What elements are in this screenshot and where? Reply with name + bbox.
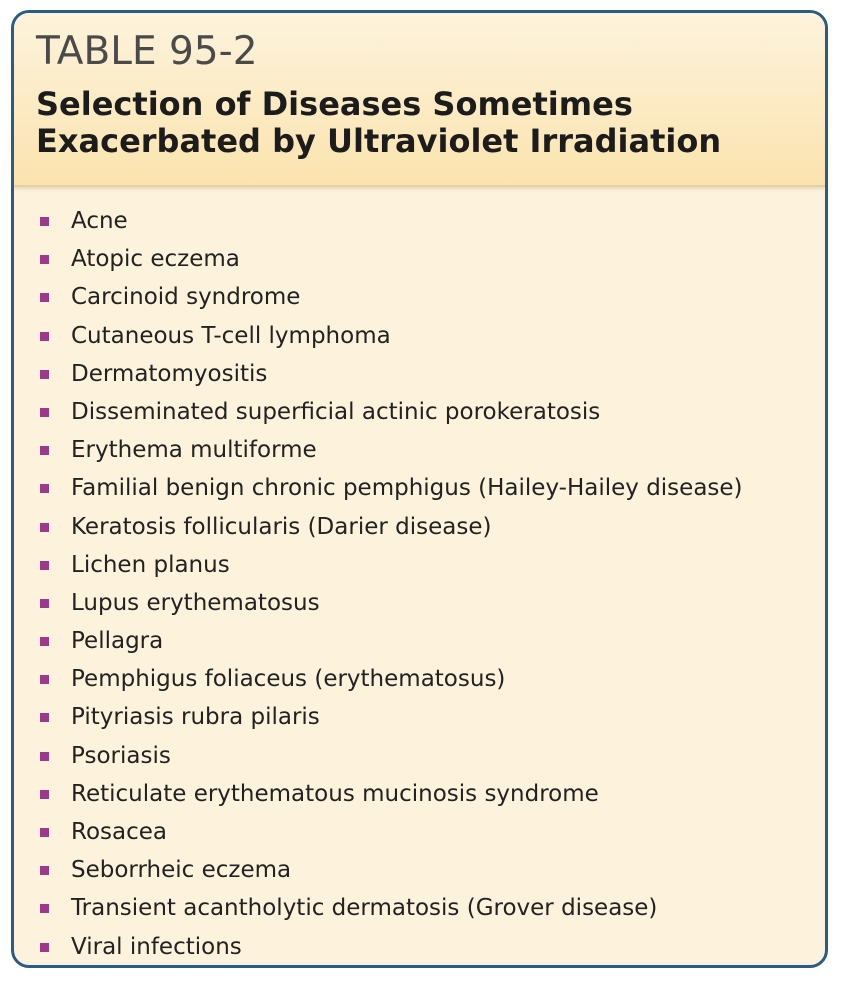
square-bullet-icon [40, 790, 49, 799]
list-item-label: Seborrheic eczema [71, 857, 292, 884]
list-item-label: Carcinoid syndrome [71, 284, 301, 311]
list-item [14, 584, 743, 622]
square-bullet-icon [40, 713, 49, 722]
square-bullet-icon [40, 561, 49, 570]
square-bullet-icon [40, 484, 49, 493]
list-item [14, 202, 743, 240]
list-item [14, 737, 743, 775]
square-bullet-icon [40, 866, 49, 875]
table-box [11, 10, 828, 968]
list-item-label: Rosacea [71, 819, 167, 845]
list-item-label: Lichen planus [71, 551, 230, 578]
square-bullet-icon [40, 217, 49, 226]
square-bullet-icon [40, 599, 49, 608]
list-item [14, 660, 743, 698]
square-bullet-icon [40, 752, 49, 761]
square-bullet-icon [40, 828, 49, 837]
square-bullet-icon [40, 943, 49, 952]
list-item [14, 546, 743, 584]
list-item-label: Keratosis follicularis (Darier disease) [71, 513, 492, 540]
list-item [14, 355, 743, 393]
square-bullet-icon [40, 408, 49, 417]
list-item-label: Viral infections [71, 933, 242, 960]
list-item [14, 622, 743, 660]
list-item [14, 431, 743, 469]
table-title: Selection of Diseases Sometimes Exacerbated by Ultraviolet Irradiation [36, 85, 722, 160]
square-bullet-icon [40, 637, 49, 646]
list-item-label: Familial benign chronic pemphigus (Hailey-Hailey disease) [71, 475, 743, 502]
list-item [14, 775, 743, 813]
list-item [14, 393, 743, 431]
square-bullet-icon [40, 523, 49, 532]
list-item-label: Pemphigus foliaceus (erythematosus) [71, 666, 506, 693]
list-item [14, 469, 743, 507]
list-item [14, 851, 743, 889]
list-item [14, 889, 743, 927]
list-item-label: Dermatomyositis [71, 360, 268, 387]
list-item-label: Erythema multiforme [71, 437, 317, 464]
list-item-label: Pellagra [71, 628, 164, 655]
table-number: TABLE 95-2 [36, 29, 258, 74]
square-bullet-icon [40, 675, 49, 684]
list-item [14, 813, 743, 851]
list-item-label: Psoriasis [71, 742, 171, 769]
list-item-label: Cutaneous T-cell lymphoma [71, 322, 391, 349]
square-bullet-icon [40, 293, 49, 302]
list-item [14, 240, 743, 278]
list-item [14, 698, 743, 736]
list-item-label: Reticulate erythematous mucinosis syndrome [71, 780, 599, 807]
square-bullet-icon [40, 370, 49, 379]
list-item-label: Acne [71, 208, 128, 234]
list-item [14, 508, 743, 546]
list-item [14, 317, 743, 355]
list-item [14, 278, 743, 316]
list-item-label: Transient acantholytic dermatosis (Grover disease) [71, 895, 658, 922]
square-bullet-icon [40, 446, 49, 455]
square-bullet-icon [40, 332, 49, 341]
list-item-label: Lupus erythematosus [71, 589, 320, 616]
list-item [14, 928, 743, 966]
list-item-label: Atopic eczema [71, 246, 240, 273]
disease-list [14, 202, 743, 966]
list-item-label: Pityriasis rubra pilaris [71, 704, 320, 731]
list-item-label: Disseminated superficial actinic porokeratosis [71, 398, 601, 425]
square-bullet-icon [40, 255, 49, 264]
square-bullet-icon [40, 904, 49, 913]
table-header [14, 13, 825, 187]
